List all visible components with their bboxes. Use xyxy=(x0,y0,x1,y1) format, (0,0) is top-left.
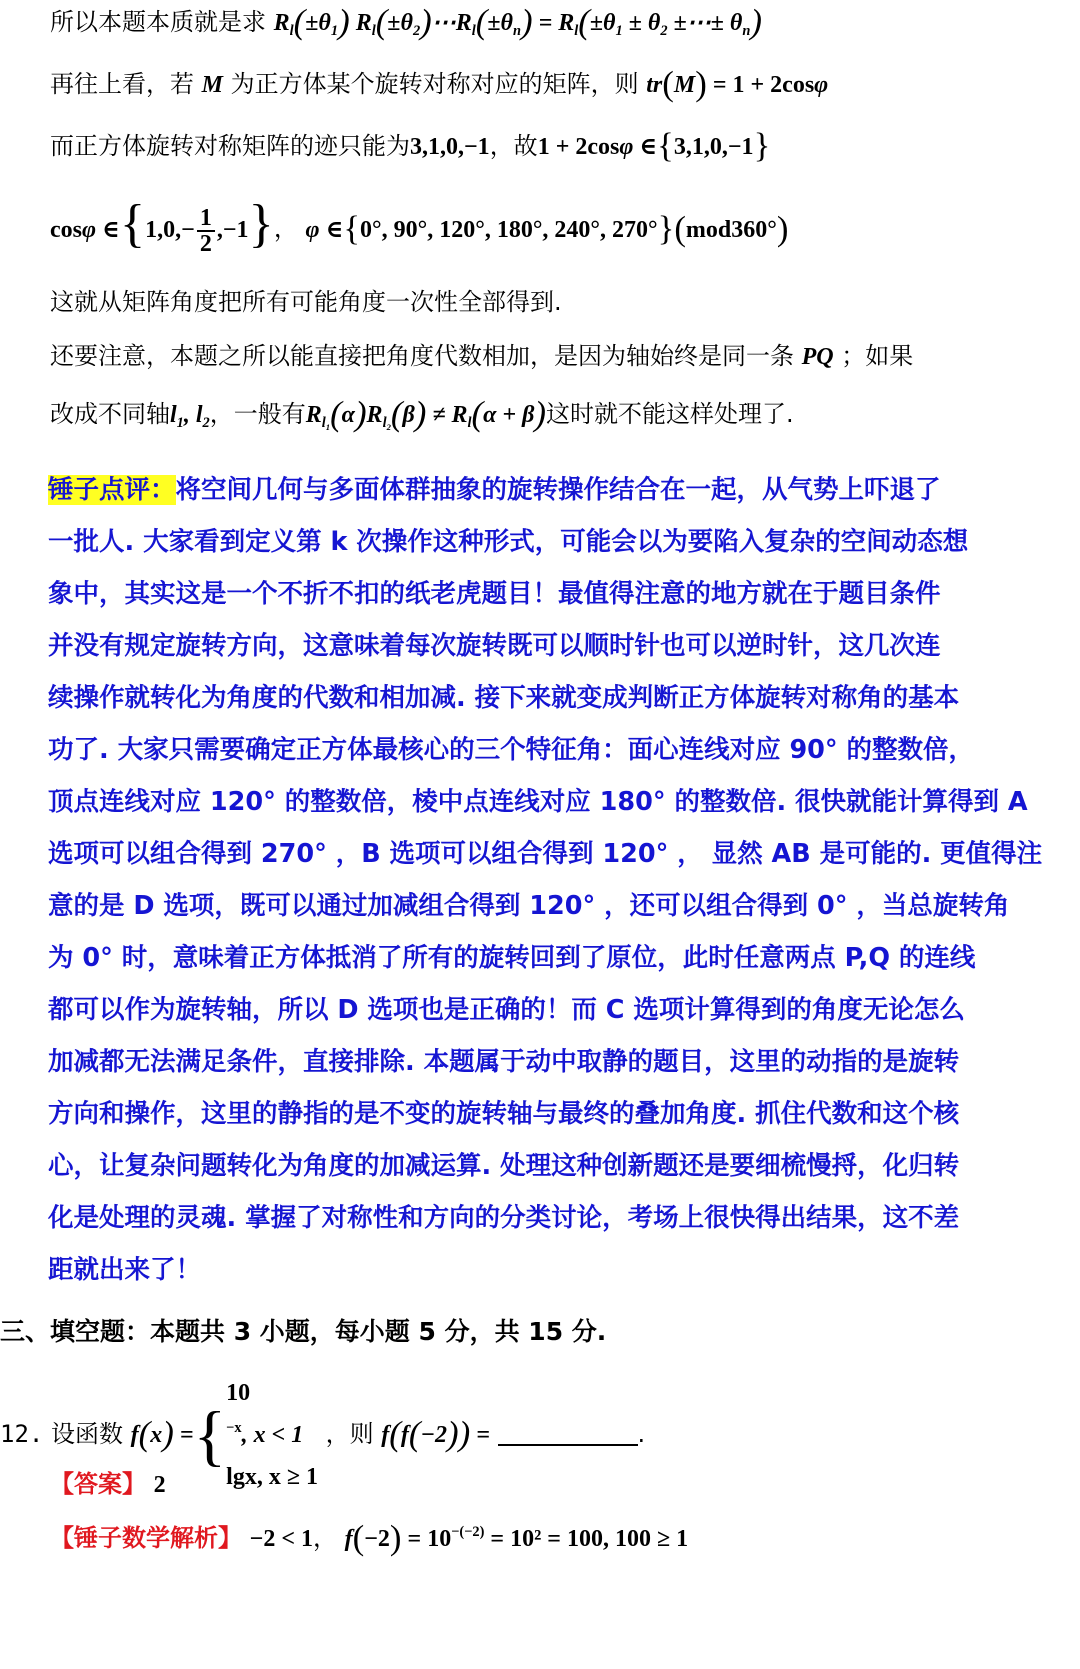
formula-angle-set: φ ∈{0°, 90°, 120°, 180°, 240°, 270°}(mod360°) xyxy=(305,208,789,248)
analysis-label: 【锤子数学解析】 xyxy=(50,1524,242,1552)
answer-line xyxy=(50,1468,1060,1501)
case-brace: { xyxy=(193,1397,227,1473)
review-line: 功了. 大家只需要确定正方体最核心的三个特征角：面心连线对应 90° 的整数倍， xyxy=(48,735,975,765)
text-l3-pre: 而正方体旋转对称矩阵的迹只能为 xyxy=(50,132,410,160)
formula-rotation-product: $R_l(\pm\theta_1)$ $R_l(\pm\theta_2)\cdots R_l(\pm\theta_n) = R_l(\pm\theta_1 \pm \theta_2$ ±⋯± $\theta_n$) xyxy=(273,1,762,41)
math-PQ: PQ xyxy=(801,344,834,370)
review-line: 为 0° 时，意味着正方体抵消了所有的旋转回到了原位，此时任意两点 P,Q 的连线 xyxy=(48,943,976,973)
review-line: 方向和操作，这里的静指的是不变的旋转轴与最终的叠加角度. 抓住代数和这个核 xyxy=(48,1099,960,1129)
text-l1: 所以本题本质就是求 xyxy=(50,8,266,36)
text-line-2 xyxy=(50,63,1060,103)
review-line: 顶点连线对应 120° 的整数倍，棱中点连线对应 180° 的整数倍. 很快就能计算得到 A xyxy=(48,787,1028,817)
text-line-4 xyxy=(50,194,1060,257)
formula-trace-set: 1 + 2cosφ ∈{3,1,0,−1} xyxy=(537,125,771,165)
analysis-expr-2-tail: = 10² = 100, 100 ≥ 1 xyxy=(490,1526,689,1552)
text-l4-sep: ， xyxy=(273,214,298,243)
math-axes: $l_1$, $l_2$ xyxy=(170,402,210,432)
analysis-expr-2: $f(-2) = 10^{-(-2)} = 10^2 = 100$, 100 ≥ 1 xyxy=(344,1517,689,1557)
text-l7-post: 这时就不能这样处理了. xyxy=(545,400,794,428)
review-line: 距就出来了！ xyxy=(48,1255,202,1285)
formula-noncommute: $R_{l_1}(\alpha)R_{l_2}(\beta) \ne R_l(\alpha + \beta)$ xyxy=(305,393,546,433)
math-fx: f(x) = xyxy=(130,1413,194,1453)
case-1-condition: , x < 1 xyxy=(241,1422,304,1448)
answer-blank xyxy=(498,1422,638,1446)
case-1-exponent: −x xyxy=(226,1419,242,1436)
text-line-5: 这就从矩阵角度把所有可能角度一次性全部得到. xyxy=(50,288,562,316)
text-l7-mid: ，一般有 xyxy=(209,400,306,428)
review-label: 锤子点评： xyxy=(48,475,176,505)
review-line: 心，让复杂问题转化为角度的加减运算. 处理这种创新题还是要细梳慢捋，化归转 xyxy=(48,1151,960,1181)
review-line: 都可以作为旋转轴，所以 D 选项也是正确的！而 C 选项计算得到的角度无论怎么 xyxy=(48,995,965,1025)
analysis-expr-1: −2 < 1 xyxy=(249,1526,313,1552)
math-ffx: f(f(−2)) = xyxy=(381,1413,490,1453)
section-heading: 三、填空题：本题共 3 小题，每小题 5 分，共 15 分. xyxy=(0,1317,607,1346)
question-number: 12. xyxy=(0,1420,44,1448)
review-line: 一批人. 大家看到定义第 k 次操作这种形式，可能会以为要陷入复杂的空间动态想 xyxy=(48,527,969,557)
question-text: 设函数 xyxy=(51,1420,123,1448)
analysis-sep: ， xyxy=(313,1524,337,1552)
text-mod: mod360° xyxy=(685,216,777,243)
review-line xyxy=(48,464,1054,516)
review-line: 并没有规定旋转方向，这意味着每次旋转既可以顺时针也可以逆时针，这几次连 xyxy=(48,631,941,661)
formula-trace: tr(M) = 1 + 2cosφ xyxy=(646,63,829,103)
text-line-3 xyxy=(50,125,1060,165)
text-l2-pre: 再往上看，若 xyxy=(50,70,194,98)
text-line-7 xyxy=(50,393,1060,433)
analysis-line xyxy=(50,1517,1060,1557)
case-2: lgx, x ≥ 1 xyxy=(226,1464,318,1490)
review-line: 加减都无法满足条件，直接排除. 本题属于动中取静的题目，这里的动指的是旋转 xyxy=(48,1047,960,1077)
review-line: 选项可以组合得到 270° ，B 选项可以组合得到 120° ， 显然 AB 是可能的. 更值得注 xyxy=(48,839,1043,869)
text-l6-pre: 还要注意，本题之所以能直接把角度代数相加，是因为轴始终是同一条 xyxy=(50,342,794,370)
review-line: 意的是 D 选项，既可以通过加减组合得到 120° ，还可以组合得到 0° ，当总旋转角 xyxy=(48,891,1010,921)
text-l2-mid: 为正方体某个旋转对称对应的矩阵，则 xyxy=(230,70,639,98)
review-line: 续操作就转化为角度的代数和相加减. 接下来就变成判断正方体旋转对称角的基本 xyxy=(48,683,960,713)
text-l7-pre: 改成不同轴 xyxy=(50,400,170,428)
text-line-1 xyxy=(50,1,1060,41)
answer-value: 2 xyxy=(153,1472,166,1498)
text-line-6 xyxy=(50,340,1060,373)
answer-label: 【答案】 xyxy=(50,1470,146,1498)
question-mid: ，则 xyxy=(325,1420,374,1448)
review-block xyxy=(48,464,1054,1296)
text-l6-post: ；如果 xyxy=(841,342,914,370)
text-l3-mid: ，故 xyxy=(489,132,538,160)
math-M: M xyxy=(201,72,223,98)
review-line: 化是处理的灵魂. 掌握了对称性和方向的分类讨论，考场上很快得出结果，这不差 xyxy=(48,1203,960,1233)
question-12: 12. 设函数 f(x) ={ 10 $^{-x}$, x < 1 lgx, x ≥ 1 ，则 f(f(−2)) = . xyxy=(0,1372,1060,1442)
review-line: 象中，其实这是一个不折不扣的纸老虎题目！最值得注意的地方就在于题目条件 xyxy=(48,579,941,609)
math-trace-values: 3,1,0,−1 xyxy=(410,134,490,160)
review-text: 将空间几何与多面体群抽象的旋转操作结合在一起，从气势上吓退了 xyxy=(175,475,941,505)
formula-cos-set: cosφ ∈{1,0,− $\frac{1}{2}$ ,−1} xyxy=(50,194,274,257)
case-1-base: 10 xyxy=(226,1380,251,1406)
case-1 xyxy=(226,1372,318,1456)
